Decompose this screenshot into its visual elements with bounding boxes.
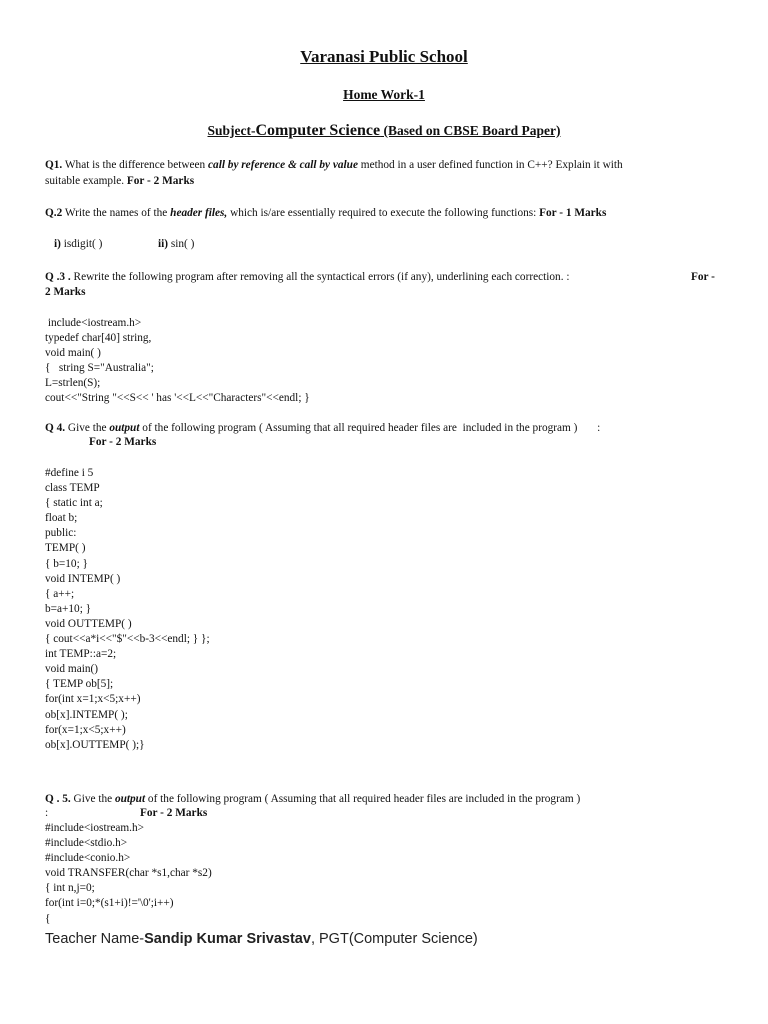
q1-emphasis: call by reference & call by value xyxy=(208,159,358,171)
code-line: typedef char[40] string, xyxy=(45,332,152,345)
q2-option-1-label: i) xyxy=(54,238,61,250)
code-line: { int n,j=0; xyxy=(45,882,95,895)
code-line: for(x=1;x<5;x++) xyxy=(45,723,126,736)
q3-marks-a: For - xyxy=(691,271,715,283)
q2-option-2-text: sin( ) xyxy=(168,238,195,250)
q5-colon: : xyxy=(45,807,49,819)
q4-number: Q 4. xyxy=(45,422,66,434)
q1-marks: For - 2 Marks xyxy=(126,175,195,187)
q2-option-1-text: isdigit( ) xyxy=(60,238,103,250)
q4-code-block xyxy=(45,466,210,753)
q2-option-2 xyxy=(158,237,194,252)
code-line: void main() xyxy=(45,663,99,676)
q2-text-a: Write the names of the xyxy=(62,207,171,219)
code-line: #include<stdio.h> xyxy=(45,837,128,850)
subject-name: Computer Science xyxy=(255,122,381,139)
q3-marks-b: 2 Marks xyxy=(45,286,86,298)
q2-option-1 xyxy=(54,237,102,252)
q4-line1 xyxy=(45,421,600,436)
q5-number: Q . 5. xyxy=(45,793,71,805)
teacher-suffix: , PGT(Computer Science) xyxy=(310,931,478,947)
code-line: { cout<<a*i<<"$"<<b-3<<endl; } }; xyxy=(45,633,210,646)
code-line: { b=10; } xyxy=(45,557,88,570)
homework-title: Home Work-1 xyxy=(343,87,425,102)
subject-note: (Based on CBSE Board Paper) xyxy=(380,123,561,138)
subject-prefix: Subject- xyxy=(207,123,256,138)
q2-emphasis: header files, xyxy=(170,207,228,219)
code-line: void OUTTEMP( ) xyxy=(45,617,132,630)
q4-marks: For - 2 Marks xyxy=(89,436,157,448)
q2-line1 xyxy=(45,206,606,221)
q2-text-b: which is/are essentially required to execute the following functions: xyxy=(227,207,540,219)
q5-marks: For - 2 Marks xyxy=(140,807,208,819)
subject-line xyxy=(0,122,768,140)
q5-emphasis: output xyxy=(114,793,146,805)
code-line: class TEMP xyxy=(45,482,100,495)
q1-line2-text: suitable example. xyxy=(45,175,127,187)
teacher-name: Sandip Kumar Srivastav xyxy=(144,931,311,947)
code-line: void INTEMP( ) xyxy=(45,572,121,585)
teacher-footer xyxy=(45,931,478,947)
code-line: { string S="Australia"; xyxy=(45,362,154,375)
q4-text-a: Give the xyxy=(65,422,110,434)
q2-marks: For - 1 Marks xyxy=(539,207,607,219)
q3-line1 xyxy=(45,270,570,285)
code-line: TEMP( ) xyxy=(45,542,86,555)
q3-code-block xyxy=(45,316,310,407)
q2-number: Q.2 xyxy=(45,207,63,219)
q5-code-block xyxy=(45,821,212,927)
code-line: void main( ) xyxy=(45,347,101,360)
code-line: #include<conio.h> xyxy=(45,852,131,865)
code-line: cout<<"String "<<S<< ' has '<<L<<"Characters"<<endl; } xyxy=(45,392,310,405)
code-line: b=a+10; } xyxy=(45,602,92,615)
code-line: #include<iostream.h> xyxy=(45,822,145,834)
q5-text-a: Give the xyxy=(70,793,115,805)
code-line: include<iostream.h> xyxy=(45,317,142,329)
code-line: { xyxy=(45,912,51,925)
q2-option-2-label: ii) xyxy=(158,238,169,250)
code-line: public: xyxy=(45,527,77,540)
code-line: #define i 5 xyxy=(45,467,94,479)
code-line: int TEMP::a=2; xyxy=(45,648,117,661)
code-line: float b; xyxy=(45,512,78,525)
q1-text-a: What is the difference between xyxy=(62,159,209,171)
q3-text: Rewrite the following program after removing all the syntactical errors (if any), underlining each correction. : xyxy=(70,271,570,283)
code-line: ob[x].OUTTEMP( );} xyxy=(45,738,145,751)
teacher-prefix: Teacher Name- xyxy=(45,931,145,947)
q1-line2 xyxy=(45,174,194,189)
code-line: { TEMP ob[5]; xyxy=(45,678,114,691)
code-line: for(int x=1;x<5;x++) xyxy=(45,693,141,706)
school-title: Varanasi Public School xyxy=(300,47,468,66)
q3-number: Q .3 . xyxy=(45,271,71,283)
q1-text-b: method in a user defined function in C++? Explain it with xyxy=(357,159,623,171)
code-line: for(int i=0;*(s1+i)!='\0';i++) xyxy=(45,897,174,910)
code-line: { a++; xyxy=(45,587,75,600)
code-line: void TRANSFER(char *s1,char *s2) xyxy=(45,867,212,880)
q5-line1 xyxy=(45,792,580,807)
code-line: ob[x].INTEMP( ); xyxy=(45,708,128,721)
q1-line1 xyxy=(45,158,623,173)
q4-emphasis: output xyxy=(109,422,140,434)
q1-number: Q1. xyxy=(45,159,63,171)
q5-text-b: of the following program ( Assuming that all required header files are included in the program ) xyxy=(145,793,581,805)
code-line: L=strlen(S); xyxy=(45,377,101,390)
q4-text-b: of the following program ( Assuming that all required header files are included in the program ) : xyxy=(139,422,601,434)
code-line: { static int a; xyxy=(45,497,103,510)
